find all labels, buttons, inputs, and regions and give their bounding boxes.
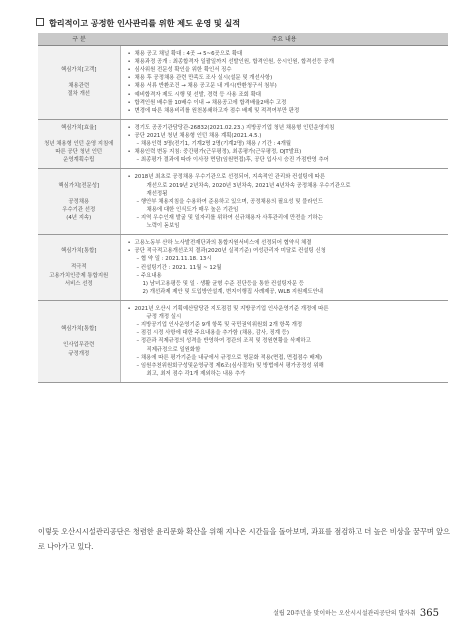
list-item: 1) 남녀고용평등 및 일 · 생활 균형 수준 진단등을 통한 컨설팅자문 등 [142, 280, 304, 287]
list-item: – 행안부 채용지침을 수용하여 준용하고 있으며, 공정채용의 필요성 및 블라인드 [136, 198, 323, 205]
policy-table [38, 33, 448, 383]
table-row [38, 119, 448, 169]
list-item: – 컨설팅기간 : 2021. 11월 ~ 12월 [136, 264, 222, 271]
row-category [38, 169, 120, 235]
category-line: 고용가치인증제 통합지원 [49, 272, 109, 279]
category-line: 채용관련 [68, 83, 90, 90]
list-item: 재선정됨 [146, 190, 168, 197]
category-line: 운영계획수립 [63, 157, 95, 164]
content-list [127, 173, 445, 230]
row-category [38, 119, 120, 169]
content-list [127, 124, 445, 165]
list-item: – 지역 우수인재 발굴 및 일자리를 위하여 신규채용자 사후관리에 만전을 기하는 [136, 214, 323, 221]
category-line: 적극적 [70, 264, 87, 271]
table-row [38, 300, 448, 382]
list-item: • 채용 후 공정채용 관련 만족도 조사 실시(설문 및 개선사항) [127, 74, 445, 82]
list-item: 개선으로 2019년 2년차속, 2020년 3년차속, 2021년 4년차속 공정채용 우수기관으로 [146, 182, 351, 189]
list-item: 규정 개정 실시 [146, 314, 182, 321]
list-item: 채용에 대한 인식도가 매우 높은 기관임 [146, 206, 239, 213]
header-content: 주요 내용 [120, 33, 448, 46]
list-item: • 채용인력 변동 지침: 중간평가(근무평정), 최종평가(근무평정, OJT발표) [127, 148, 445, 156]
list-item: • 2021년 오산시 기획예산담당관 지도점검 및 지방공기업 인사운영기준 개정에 따른 [127, 305, 445, 313]
row-content [120, 300, 448, 382]
list-item: • 2018년 최초로 공정채용 우수기관으로 선정되어, 지속적인 관리와 컨설팅에 따른 [127, 173, 445, 181]
category-line: 서비스 선정 [64, 280, 93, 287]
row-category [38, 46, 120, 120]
list-item: • 경기도 공공기관담당관-26832(2021.02.23.) 지방공기업 청년 채용형 인턴운영지침 [127, 124, 445, 132]
list-item: • 공단 적극적고용개선조치 결과(2020년 실적기준) 여성관리자 미달로 컨설팅 신청 [127, 247, 445, 255]
category-line: 따른 공단 청년 인턴 [55, 149, 103, 156]
list-item: – 채용인력 3명(전기1, 기계2명 2명(기계2명) 채용 / 기간 : 4개월 [136, 141, 291, 148]
category-line: 인사업무관련 [63, 342, 95, 349]
table-row [38, 46, 448, 120]
list-item: – 정관과 직제규정의 성격을 반영하여 정관의 조직 및 정원현황을 삭제하고 [136, 338, 311, 345]
category-line: (4년 지속) [66, 214, 92, 221]
table-header-row [38, 33, 448, 46]
category-line: 규정개정 [68, 350, 90, 357]
category-line: 우수기관 선정 [62, 206, 96, 213]
category-line [40, 132, 118, 140]
row-category [38, 300, 120, 382]
category-line [40, 190, 118, 198]
section-title-text: 합리적이고 공정한 인사관리를 위한 제도 운영 및 실적 [49, 18, 241, 28]
row-content [120, 46, 448, 120]
header-category: 구 분 [38, 33, 120, 46]
list-item: 노력이 돋보임 [146, 223, 180, 230]
category-line: 절차 개선 [67, 91, 91, 98]
list-item: – 점검 시정 사항에 대한 주요내용을 추가함 (채용, 감사, 징계 등) [136, 330, 289, 337]
category-line: 핵심가치[효율] [61, 124, 97, 131]
page-number: 365 [419, 608, 439, 619]
category-line [40, 255, 118, 263]
list-item: 2) 개선과제 제안 및 도입방안설계, 변지이행집 사례제공, WLB 지원제도안내 [142, 288, 324, 295]
list-item: – 협 약 일 : 2021.11.18. 13시 [136, 256, 212, 263]
category-line: 핵심가치[통합] [61, 248, 97, 255]
list-item: • 변경에 따른 채용비리를 원천봉쇄하고자 점수 배제 및 적격여부만 판정 [127, 107, 445, 115]
category-line: 청년 채용형 인턴 운영 지침에 [44, 141, 114, 148]
list-item: • 예비합격자 제도 시행 및 선발, 경력 등 사용 조회 확대 [127, 91, 445, 99]
list-item: 최고, 최저 점수 각1개 제외하는 내용 추가 [146, 370, 246, 377]
list-item: • 심사위원 전문성 확인을 위한 확인서 징수 [127, 66, 445, 74]
list-item: 직제규정으로 일원화함 [146, 346, 201, 353]
closing-paragraph: 이렇듯 오산시시설관리공단은 청렴한 윤리문화 확산을 위해 지나온 시간들을 돌아보며, 과표를 점검하고 더 높은 비상을 꿈꾸며 앞으로 나아가고 있다. [38, 527, 450, 552]
list-item: – 임원추천위원회구성및운영규정 제6조(심사절차) 및 방법에서 평가공정성 위해 [136, 362, 324, 369]
category-line: 공정채용 [68, 198, 90, 205]
row-category [38, 235, 120, 301]
content-list [127, 50, 445, 115]
table-body [38, 46, 448, 383]
category-line: 핵심가치[통합] [61, 326, 97, 333]
list-item: – 채용에 따른 평가기준을 내규에서 규정으로 명문화 적용(면접, 면접점수 배제) [136, 354, 322, 361]
list-item: – 주요내용 [136, 272, 162, 279]
row-content [120, 235, 448, 301]
content-list [127, 305, 445, 378]
footer-text: 설립 20주년을 맞이하는 오산시시설관리공단의 발자취 [273, 610, 416, 617]
page-footer [273, 608, 439, 619]
square-bullet-icon [36, 18, 44, 26]
list-item: • 채용과정 공개 : 최종합격자 일괄일까지 선발인원, 합격인원, 응시인원, 합격선등 공개 [127, 58, 445, 66]
list-item: • 고용노동부 산하 노사발전재단과의 통합지원서비스에 선정되어 협약식 체결 [127, 239, 445, 247]
list-item: – 최종평가 결과에 따라 이사장 면담(임원면접)후, 공단 입사시 승진 가점반영 추어 [136, 157, 329, 164]
list-item: • 공단 2021년 청년 채용형 인턴 채용 계획(2021.4.5.) [127, 132, 445, 140]
category-line [40, 74, 118, 82]
section-title [36, 18, 240, 29]
list-item: • 합격인원 배수를 10배수 이내 → 채용공고에 합격배율2배수 고정 [127, 99, 445, 107]
table-row [38, 169, 448, 235]
list-item: • 채용 공고 채널 확대 : 4곳 → 5~6곳으로 확대 [127, 50, 445, 58]
category-line: 핵심가치[전문성] [58, 182, 100, 189]
list-item: • 채용 서류 반환조건 → 채용 공고문 내 게시(반환청구서 첨부) [127, 82, 445, 90]
row-content [120, 119, 448, 169]
category-line [40, 333, 118, 341]
row-content [120, 169, 448, 235]
list-item: – 지방공기업 인사운영기준 9개 항목 및 국민권익위원회 2개 항목 개정 [136, 322, 303, 329]
content-list [127, 239, 445, 296]
category-line: 핵심가치[고객] [61, 67, 97, 74]
table-row [38, 235, 448, 301]
